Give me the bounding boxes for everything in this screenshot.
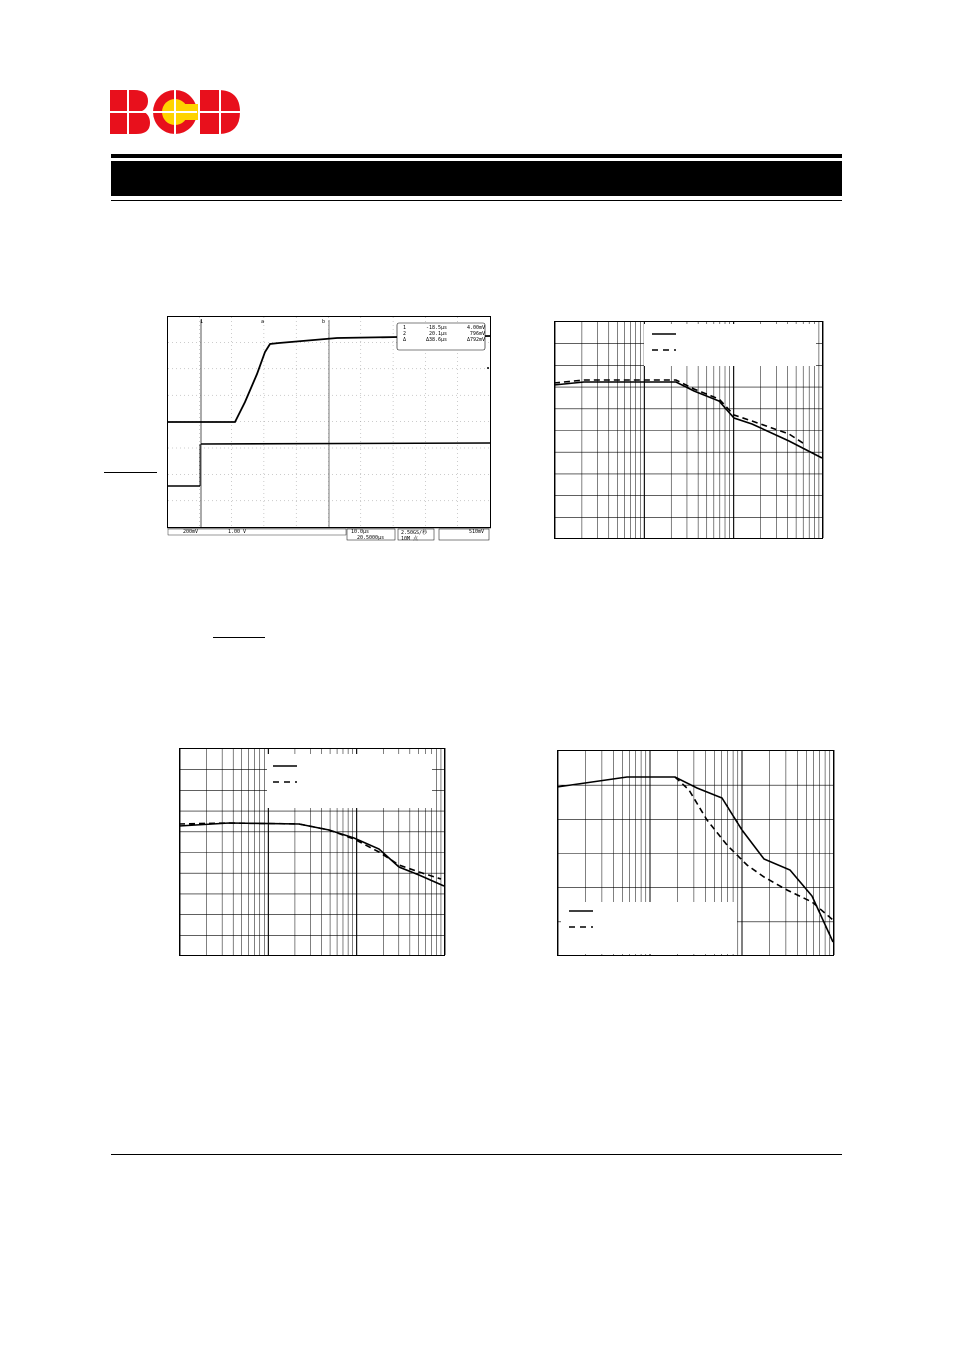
- readout-ch-2: 2: [403, 331, 407, 337]
- scope-marker-1: 1: [200, 319, 204, 325]
- chart-1-legend-box: [644, 324, 816, 366]
- oscilloscope-screenshot: [167, 316, 491, 542]
- header-bar: [111, 161, 842, 196]
- header-bottom-rule: [111, 200, 842, 201]
- scope-record: 10M 点: [401, 536, 419, 542]
- chart-2: [179, 748, 446, 957]
- readout-value-1: 4.00mV: [466, 325, 485, 331]
- chart-2-legend-box: [267, 754, 432, 808]
- readout-ch-3: Δ: [403, 337, 407, 343]
- footer-rule: [111, 1154, 842, 1155]
- readout-time-2: 20.1µs: [428, 331, 447, 337]
- scope-side-rule: [104, 472, 157, 473]
- scope-readout: [403, 325, 485, 343]
- readout-time-1: -18.5µs: [425, 325, 448, 331]
- scope-marker-b: b: [322, 319, 326, 325]
- scope-ch1-scale: 200mV: [183, 529, 199, 535]
- caption-rule: [213, 637, 265, 638]
- scope-trigger: 510mV: [469, 529, 485, 535]
- header-top-rule: [111, 154, 842, 158]
- chart-3-legend-box: [561, 902, 737, 954]
- scope-grid: [167, 316, 491, 542]
- scope-ch2-scale: 1.00 V: [228, 529, 247, 535]
- readout-time-3: Δ38.6µs: [425, 337, 448, 343]
- chart-3: [557, 750, 835, 957]
- bcd-logo: [108, 88, 242, 136]
- chart-1: [554, 321, 824, 540]
- scope-rate: 2.50GS/秒: [401, 530, 428, 536]
- scope-trace-ch2: [201, 443, 490, 444]
- scope-marker-a: a: [261, 319, 265, 325]
- scope-delay: 20.5000µs: [357, 535, 385, 541]
- readout-value-2: 796mV: [469, 331, 485, 337]
- scope-timebase: 10.0µs: [351, 529, 370, 535]
- readout-ch-1: 1: [403, 325, 407, 331]
- readout-value-3: Δ792mV: [466, 337, 485, 343]
